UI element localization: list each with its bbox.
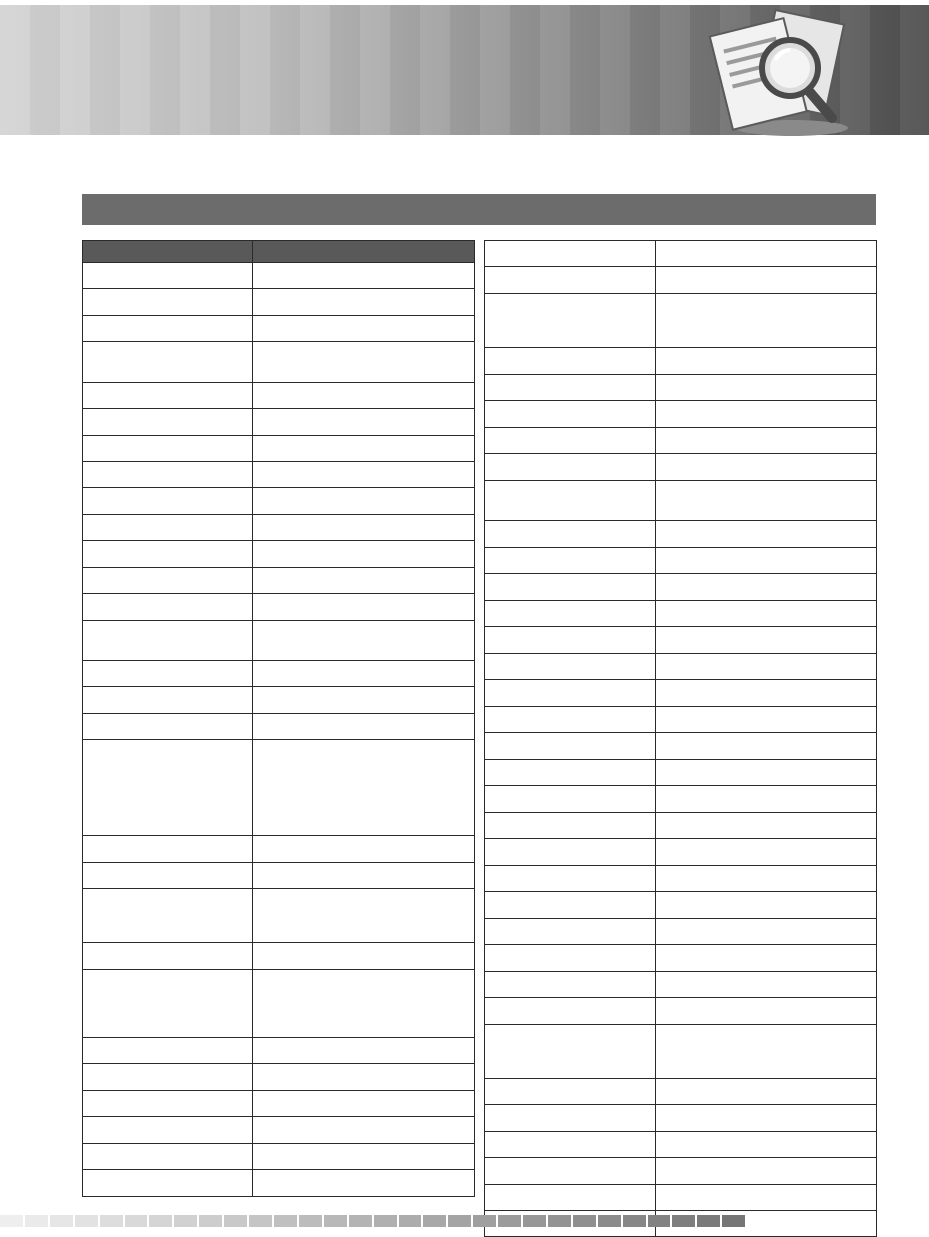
right-table-cell bbox=[656, 733, 877, 760]
right-table-cell bbox=[656, 294, 877, 348]
footer-strip-segment bbox=[399, 1215, 422, 1227]
right-table-cell bbox=[485, 1079, 656, 1105]
right-table-cell bbox=[656, 348, 877, 375]
right-table-cell bbox=[656, 972, 877, 998]
left-table-cell bbox=[83, 1064, 253, 1091]
footer-strip-segment bbox=[25, 1215, 48, 1227]
left-table bbox=[82, 240, 475, 1197]
right-table-row bbox=[485, 267, 877, 294]
right-table-cell bbox=[485, 454, 656, 481]
left-table-cell bbox=[253, 943, 475, 970]
right-table-cell bbox=[485, 972, 656, 998]
right-table-cell bbox=[485, 294, 656, 348]
left-table-row bbox=[83, 621, 475, 661]
right-table bbox=[484, 240, 877, 1237]
left-table-row bbox=[83, 863, 475, 889]
footer-strip-segment bbox=[349, 1215, 372, 1227]
footer-strip-segment bbox=[672, 1215, 695, 1227]
right-table-cell bbox=[485, 945, 656, 972]
right-table-row bbox=[485, 866, 877, 892]
left-table-cell bbox=[83, 1038, 253, 1064]
right-table-cell bbox=[656, 574, 877, 601]
left-table-row bbox=[83, 1117, 475, 1144]
footer-strip-segment bbox=[548, 1215, 571, 1227]
right-table-row bbox=[485, 654, 877, 680]
left-table-row bbox=[83, 1170, 475, 1197]
left-table-row bbox=[83, 462, 475, 488]
left-table-cell bbox=[253, 863, 475, 889]
right-table-cell bbox=[485, 1132, 656, 1158]
right-table-row bbox=[485, 1105, 877, 1132]
right-table-cell bbox=[485, 601, 656, 627]
right-table-cell bbox=[656, 1025, 877, 1079]
left-table-row bbox=[83, 515, 475, 541]
left-table-cell bbox=[83, 263, 253, 289]
left-table-row bbox=[83, 1144, 475, 1170]
right-table-row bbox=[485, 521, 877, 548]
right-table-cell bbox=[485, 733, 656, 760]
right-table-cell bbox=[485, 707, 656, 733]
left-table-row bbox=[83, 740, 475, 836]
right-table-row bbox=[485, 1158, 877, 1185]
left-table-cell bbox=[253, 1144, 475, 1170]
footer-strip-segment bbox=[224, 1215, 247, 1227]
footer-strip-segment bbox=[249, 1215, 272, 1227]
right-table-row bbox=[485, 428, 877, 454]
left-table-cell bbox=[253, 889, 475, 943]
right-table-row bbox=[485, 760, 877, 786]
right-table-cell bbox=[485, 548, 656, 574]
left-header-cell bbox=[253, 241, 475, 263]
footer-strip-segment bbox=[100, 1215, 123, 1227]
left-table-cell bbox=[253, 342, 475, 383]
right-table-cell bbox=[656, 1079, 877, 1105]
right-table-row bbox=[485, 733, 877, 760]
left-table-cell bbox=[253, 1117, 475, 1144]
footer-gradient-strip bbox=[0, 1215, 745, 1227]
left-table-cell bbox=[83, 515, 253, 541]
left-table-row bbox=[83, 289, 475, 316]
left-table-cell bbox=[83, 836, 253, 863]
left-table-cell bbox=[253, 970, 475, 1038]
right-table-cell bbox=[485, 919, 656, 945]
left-table-cell bbox=[253, 1064, 475, 1091]
footer-strip-segment bbox=[573, 1215, 596, 1227]
right-table-cell bbox=[485, 1025, 656, 1079]
left-table-cell bbox=[253, 714, 475, 740]
right-table-cell bbox=[485, 241, 656, 267]
left-table-cell bbox=[83, 621, 253, 661]
right-table-cell bbox=[485, 998, 656, 1025]
left-table-cell bbox=[253, 1091, 475, 1117]
right-table-cell bbox=[485, 267, 656, 294]
footer-strip-segment bbox=[423, 1215, 446, 1227]
right-table-cell bbox=[485, 348, 656, 375]
right-table-cell bbox=[656, 1132, 877, 1158]
right-table-cell bbox=[485, 654, 656, 680]
right-table-cell bbox=[485, 680, 656, 707]
left-table-cell bbox=[253, 409, 475, 436]
right-table-cell bbox=[656, 786, 877, 813]
right-table-cell bbox=[656, 654, 877, 680]
left-table-row bbox=[83, 714, 475, 740]
right-table-row bbox=[485, 1132, 877, 1158]
section-title-bar bbox=[82, 194, 876, 225]
left-table-row bbox=[83, 342, 475, 383]
left-table-cell bbox=[83, 1091, 253, 1117]
left-table-cell bbox=[83, 863, 253, 889]
right-table-cell bbox=[656, 1105, 877, 1132]
right-table-cell bbox=[656, 267, 877, 294]
left-table-row bbox=[83, 383, 475, 409]
footer-strip-segment bbox=[174, 1215, 197, 1227]
right-table-row bbox=[485, 972, 877, 998]
footer-strip-segment bbox=[722, 1215, 745, 1227]
right-table-cell bbox=[656, 601, 877, 627]
footer-strip-segment bbox=[324, 1215, 347, 1227]
right-table-row bbox=[485, 813, 877, 839]
footer-strip-segment bbox=[199, 1215, 222, 1227]
right-table-cell bbox=[656, 428, 877, 454]
right-table-row bbox=[485, 401, 877, 428]
left-table-cell bbox=[253, 836, 475, 863]
left-table-cell bbox=[253, 462, 475, 488]
right-table-cell bbox=[485, 401, 656, 428]
right-table-row bbox=[485, 945, 877, 972]
footer-strip-segment bbox=[498, 1215, 521, 1227]
left-table-cell bbox=[83, 714, 253, 740]
left-table-cell bbox=[253, 594, 475, 621]
footer-strip-segment bbox=[374, 1215, 397, 1227]
right-table-cell bbox=[656, 454, 877, 481]
footer-strip-segment bbox=[149, 1215, 172, 1227]
right-table-cell bbox=[485, 1105, 656, 1132]
right-table-cell bbox=[485, 1158, 656, 1185]
right-table-row bbox=[485, 601, 877, 627]
footer-strip-segment bbox=[448, 1215, 471, 1227]
left-table-cell bbox=[83, 409, 253, 436]
left-table-row bbox=[83, 263, 475, 289]
footer-strip-segment bbox=[50, 1215, 73, 1227]
left-table-cell bbox=[253, 1170, 475, 1197]
right-table-cell bbox=[485, 892, 656, 919]
left-table-cell bbox=[83, 1117, 253, 1144]
left-table-row bbox=[83, 409, 475, 436]
right-table-row bbox=[485, 481, 877, 521]
right-table-cell bbox=[656, 680, 877, 707]
left-table-row bbox=[83, 661, 475, 687]
footer-strip-segment bbox=[125, 1215, 148, 1227]
right-table-cell bbox=[656, 1185, 877, 1211]
footer-strip-segment bbox=[473, 1215, 496, 1227]
right-table-cell bbox=[485, 760, 656, 786]
right-table-cell bbox=[485, 574, 656, 601]
left-table-cell bbox=[253, 1038, 475, 1064]
right-table-row bbox=[485, 919, 877, 945]
right-table-row bbox=[485, 375, 877, 401]
right-table-cell bbox=[656, 627, 877, 654]
left-table-cell bbox=[83, 462, 253, 488]
right-table-row bbox=[485, 548, 877, 574]
left-table-cell bbox=[253, 316, 475, 342]
right-table-cell bbox=[485, 1185, 656, 1211]
right-table-row bbox=[485, 892, 877, 919]
left-table-row bbox=[83, 568, 475, 594]
left-table-row bbox=[83, 436, 475, 462]
left-table-cell bbox=[83, 383, 253, 409]
right-table-cell bbox=[656, 813, 877, 839]
right-table-row bbox=[485, 348, 877, 375]
left-table-row bbox=[83, 488, 475, 515]
right-table-row bbox=[485, 1079, 877, 1105]
right-table-cell bbox=[656, 919, 877, 945]
left-table-cell bbox=[253, 263, 475, 289]
right-table-row bbox=[485, 1025, 877, 1079]
left-table-cell bbox=[83, 943, 253, 970]
footer-strip-segment bbox=[523, 1215, 546, 1227]
right-table-cell bbox=[485, 481, 656, 521]
right-table-row bbox=[485, 998, 877, 1025]
right-table-row bbox=[485, 680, 877, 707]
left-table-cell bbox=[83, 316, 253, 342]
right-table-cell bbox=[656, 548, 877, 574]
footer-strip-segment bbox=[648, 1215, 671, 1227]
left-table-row bbox=[83, 594, 475, 621]
right-table-row bbox=[485, 454, 877, 481]
left-table-cell bbox=[253, 515, 475, 541]
left-table-cell bbox=[253, 436, 475, 462]
left-table-cell bbox=[83, 740, 253, 836]
right-table-cell bbox=[485, 521, 656, 548]
left-table-row bbox=[83, 1038, 475, 1064]
right-table-cell bbox=[656, 866, 877, 892]
left-table-cell bbox=[253, 488, 475, 515]
right-table-row bbox=[485, 1185, 877, 1211]
left-table-cell bbox=[83, 436, 253, 462]
left-table-cell bbox=[83, 687, 253, 714]
right-table-row bbox=[485, 786, 877, 813]
left-table-row bbox=[83, 541, 475, 568]
left-table-cell bbox=[83, 1144, 253, 1170]
right-table-cell bbox=[656, 521, 877, 548]
right-table-cell bbox=[485, 375, 656, 401]
left-table-row bbox=[83, 1091, 475, 1117]
footer-strip-segment bbox=[299, 1215, 322, 1227]
footer-strip-segment bbox=[598, 1215, 621, 1227]
left-table-cell bbox=[253, 740, 475, 836]
left-table-cell bbox=[83, 342, 253, 383]
left-table-row bbox=[83, 943, 475, 970]
right-table-cell bbox=[656, 945, 877, 972]
left-table-cell bbox=[253, 661, 475, 687]
footer-strip-segment bbox=[623, 1215, 646, 1227]
left-table-cell bbox=[83, 488, 253, 515]
footer-strip-segment bbox=[274, 1215, 297, 1227]
left-table-cell bbox=[83, 1170, 253, 1197]
left-table-row bbox=[83, 889, 475, 943]
left-table-cell bbox=[253, 568, 475, 594]
left-table-cell bbox=[253, 687, 475, 714]
right-table-cell bbox=[485, 428, 656, 454]
right-table-row bbox=[485, 707, 877, 733]
left-table-row bbox=[83, 836, 475, 863]
right-table-cell bbox=[485, 813, 656, 839]
left-table-cell bbox=[83, 889, 253, 943]
right-table-cell bbox=[656, 1158, 877, 1185]
right-table-cell bbox=[656, 375, 877, 401]
left-header-cell bbox=[83, 241, 253, 263]
left-table-cell bbox=[253, 289, 475, 316]
right-table-cell bbox=[485, 786, 656, 813]
right-table-cell bbox=[485, 839, 656, 866]
right-table-cell bbox=[485, 627, 656, 654]
left-table-header-row bbox=[83, 241, 475, 263]
left-table-row bbox=[83, 1064, 475, 1091]
left-table-cell bbox=[253, 383, 475, 409]
left-table-cell bbox=[253, 541, 475, 568]
left-table-row bbox=[83, 316, 475, 342]
right-table-cell bbox=[656, 481, 877, 521]
left-table-cell bbox=[83, 541, 253, 568]
left-table-cell bbox=[83, 594, 253, 621]
left-table-cell bbox=[83, 661, 253, 687]
footer-strip-segment bbox=[75, 1215, 98, 1227]
left-table-row bbox=[83, 687, 475, 714]
left-table-cell bbox=[83, 289, 253, 316]
right-table-row bbox=[485, 627, 877, 654]
footer-strip-segment bbox=[0, 1215, 23, 1227]
right-table-cell bbox=[656, 241, 877, 267]
right-table-row bbox=[485, 294, 877, 348]
right-table-row bbox=[485, 839, 877, 866]
left-table-row bbox=[83, 970, 475, 1038]
footer-strip-segment bbox=[697, 1215, 720, 1227]
right-table-cell bbox=[656, 998, 877, 1025]
right-table-cell bbox=[656, 401, 877, 428]
right-table-cell bbox=[656, 707, 877, 733]
right-table-cell bbox=[656, 760, 877, 786]
right-table-cell bbox=[656, 892, 877, 919]
right-table-cell bbox=[485, 866, 656, 892]
left-table-cell bbox=[83, 970, 253, 1038]
right-table-row bbox=[485, 574, 877, 601]
left-table-cell bbox=[253, 621, 475, 661]
right-table-cell bbox=[656, 839, 877, 866]
right-table-row bbox=[485, 241, 877, 267]
left-table-cell bbox=[83, 568, 253, 594]
document-magnifier-icon bbox=[706, 8, 856, 138]
